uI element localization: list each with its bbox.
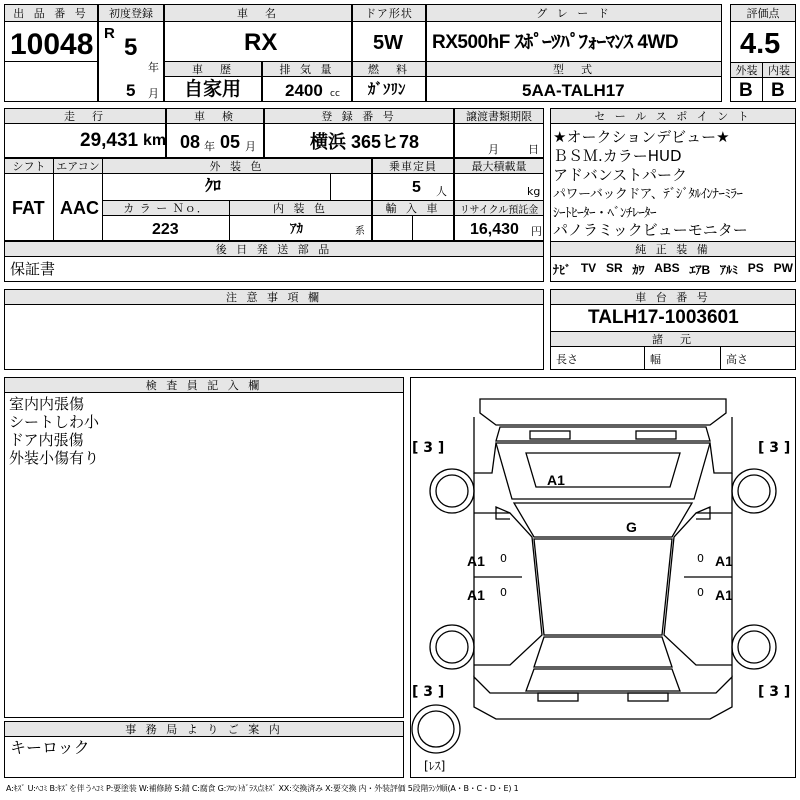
equip-navi: ﾅﾋﾞ [553,263,572,277]
mark-front-right-door: A1 [715,553,733,569]
lot-label: 出 品 番 号 [4,4,98,22]
front-bumper [480,399,726,425]
hood [496,443,710,499]
first-reg-year: 5 [124,34,138,61]
load-label: 最大積載量 [454,158,544,174]
ac-value: AAC [60,198,99,218]
grade-label: グ レ ー ド [426,4,722,22]
later-parts-label: 後 日 発 送 部 品 [4,241,544,257]
rear-window [534,637,672,667]
inspector-label: 検 査 員 記 入 欄 [4,377,404,393]
int-color-label: 内 装 色 [229,200,372,216]
dims-divider-2 [720,346,721,370]
inspector-line: ドア内張傷 [9,431,84,449]
lot-divider [4,61,98,62]
grade-value: RX500hF ｽﾎﾟｰﾂﾊﾟﾌｫｰﾏﾝｽ 4WD [432,32,679,53]
history-value: 自家用 [184,79,242,100]
dims-length: 長さ [556,353,578,366]
bolt-mark: 0 [697,586,704,599]
first-reg-month: 5 [126,81,136,100]
dims-divider-1 [644,346,645,370]
later-parts-box [4,256,544,282]
bolt-mark: 0 [500,586,507,599]
score-value: 4.5 [740,28,781,60]
reg-no-label: 登 録 番 号 [264,108,454,124]
door-label: ドア形状 [352,4,426,22]
dims-height: 高さ [726,353,748,366]
fuel-value: ｶﾞｿﾘﾝ [368,81,406,98]
roof [534,539,672,635]
color-box [102,173,372,201]
later-parts-text: 保証書 [10,260,56,278]
mileage-value: 29,431 [80,130,139,151]
color-no-label: カ ラ ー Ｎｏ． [102,200,230,216]
transfer-label: 譲渡書類期限 [454,108,544,124]
year-unit: 年 [148,61,159,74]
tread-rear-right: [ 3 ] [758,684,791,700]
tailgate [526,669,680,691]
mileage-label: 走 行 [4,108,166,124]
mark-roof: G [626,519,637,535]
displacement-label: 排 気 量 [262,61,352,77]
inspection-month-unit: 月 [245,140,256,153]
score-label: 評価点 [730,4,796,22]
capacity-unit: 人 [436,185,447,198]
load-unit: kg [527,185,541,198]
color-divider [330,173,331,201]
equip-ps: PS [747,261,764,275]
exterior-value: B [739,80,753,101]
first-reg-label: 初度登録 [98,4,164,22]
equip-leather: ｶﾜ [632,263,645,277]
equip-sr: SR [605,261,623,275]
spare-label: [ﾚｽ] [424,759,446,773]
bolt-mark: 0 [697,552,704,565]
displacement-unit: cc [330,89,340,99]
mark-hood: A1 [547,472,565,488]
int-color-unit: 系 [355,226,365,237]
car-name: RX [244,29,278,56]
office-label: 事 務 局 よ り ご 案 内 [4,721,404,737]
equip-pw: PW [773,261,793,275]
sales-point-line: ＢＳＭ.カラーHUD [553,147,682,165]
legend: A:ｷｽﾞ U:ﾍｺﾐ B:ｷｽﾞを伴うﾍｺﾐ P:要塗装 W:補修跡 S:錆 C:腐食 G:ﾌﾛﾝﾄｶﾞﾗｽ点ｷｽﾞ XX:交換済み X:要交換 内・外装評価 5段階ﾗﾝｸ順(A・B・C・D・E) 1 [6,784,519,793]
equipment-label: 純 正 装 備 [550,241,796,257]
import-label: 輸 入 車 [372,200,454,216]
sales-point-line: パノラミックビューモニター [553,221,748,239]
equip-tv: TV [580,261,597,275]
chassis-label: 車 台 番 号 [550,289,796,305]
transfer-day-unit: 日 [528,143,539,156]
reg-no-value: 横浜 365ヒ78 [310,132,420,152]
recycle-label: リサイクル預託金 [454,200,544,216]
bolt-mark: 0 [500,552,507,565]
tread-rear-left: [ 3 ] [412,684,445,700]
equip-abs: ABS [654,261,680,275]
inspector-line: 外装小傷有り [9,449,100,467]
mark-rear-left-door: A1 [467,587,485,603]
dims-box [550,346,796,370]
notes-box [4,304,544,370]
inspection-label: 車 検 [166,108,264,124]
equip-alloy: ｱﾙﾐ [719,263,738,277]
inspector-line: 室内内張傷 [9,395,85,413]
dims-width: 幅 [650,353,661,366]
sales-point-line: パワーバックドア、ﾃﾞｼﾞﾀﾙｲﾝﾅｰﾐﾗｰ [553,187,743,202]
mileage-unit: km [143,132,167,149]
door-value: 5W [373,32,403,54]
month-unit: 月 [148,87,159,100]
shift-value: FAT [12,198,45,218]
notes-label: 注 意 事 項 欄 [4,289,544,305]
car-name-label: 車 名 [164,4,352,22]
color-value: ｸﾛ [205,178,222,195]
shift-label: シフト [4,158,54,174]
tread-front-right: [ 3 ] [758,440,791,456]
int-color-value: ｱｶ [290,221,303,236]
displacement-value: 2400 [285,81,323,100]
color-no-value: 223 [152,221,179,238]
recycle-unit: 円 [531,225,542,238]
capacity-label: 乗車定員 [372,158,454,174]
inspection-year-unit: 年 [204,140,215,153]
office-text: キーロック [10,738,90,757]
import-divider [412,215,413,241]
mark-front-left-door: A1 [467,553,485,569]
sales-points-label: セ ー ル ス ポ イ ン ト [550,108,796,124]
fuel-label: 燃 料 [352,61,426,77]
model-label: 型 式 [426,61,722,77]
car-diagram [410,377,796,778]
spare-wheel [412,705,460,753]
sales-point-line: ★オークションデビュー★ [553,128,730,146]
inspector-line: シートしわ小 [9,413,100,431]
exterior-label: 外装 [730,62,763,78]
interior-label: 内装 [762,62,796,78]
dims-label: 諸 元 [550,331,796,347]
import-box [372,215,454,241]
model-value: 5AA-TALH17 [522,81,625,100]
recycle-value: 16,430 [470,221,519,238]
capacity-value: 5 [412,179,421,196]
history-label: 車 歴 [164,61,262,77]
sales-point-line: アドバンストパーク [553,166,687,184]
sales-point-line: ｼｰﾄﾋｰﾀｰ・ﾍﾞﾝﾁﾚｰﾀｰ [553,206,657,221]
transfer-month-unit: 月 [488,143,499,156]
ac-label: エアコン [53,158,103,174]
equip-airbag: ｴｱB [689,263,711,277]
interior-value: B [771,80,785,101]
chassis-number: TALH17-1003601 [588,307,739,328]
mark-rear-right-door: A1 [715,587,733,603]
windshield [514,503,692,537]
tread-front-left: [ 3 ] [412,440,445,456]
era-mark: R [104,25,115,42]
inspection-year: 08 [180,132,201,152]
inspection-month: 05 [220,132,241,152]
color-label: 外 装 色 [102,158,372,174]
equipment-list [553,261,793,278]
rear-bumper [474,677,732,719]
lot-number: 10048 [10,28,94,61]
